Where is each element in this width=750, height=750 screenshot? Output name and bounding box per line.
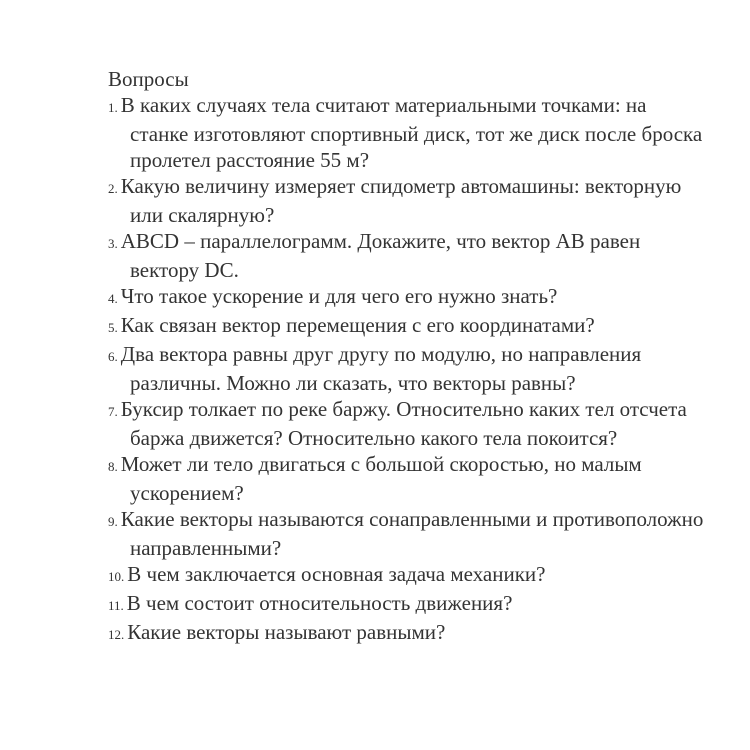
question-number: 6. — [108, 349, 118, 364]
question-item — [108, 396, 708, 451]
question-number: 10. — [108, 569, 125, 584]
question-item — [108, 619, 708, 648]
question-item — [108, 312, 708, 341]
question-text: Какую величину измеряет спидометр автомашины: векторную или скалярную? — [120, 174, 682, 227]
question-number: 11. — [108, 598, 124, 613]
question-text: Буксир толкает по реке баржу. Относительно каких тел отсчета баржа движется? Относительно какого тела покоится? — [120, 397, 687, 450]
question-number: 12. — [108, 627, 125, 642]
question-list — [108, 92, 708, 648]
question-text: В каких случаях тела считают материальными точками: на станке изготовляют спортивный диск, тот же диск после броска пролетел расстояние 55 м? — [120, 93, 703, 172]
question-text: Может ли тело двигаться с большой скоростью, но малым ускорением? — [120, 452, 642, 505]
question-number: 5. — [108, 320, 118, 335]
question-text: В чем состоит относительность движения? — [126, 591, 513, 615]
question-number: 2. — [108, 181, 118, 196]
question-item — [108, 341, 708, 396]
question-text: В чем заключается основная задача механики? — [127, 562, 546, 586]
question-text: Два вектора равны друг другу по модулю, но направления различны. Можно ли сказать, что векторы равны? — [120, 342, 642, 395]
question-item — [108, 561, 708, 590]
question-item — [108, 92, 708, 173]
question-text: Как связан вектор перемещения с его координатами? — [120, 313, 595, 337]
question-text: Какие векторы называют равными? — [127, 620, 446, 644]
question-item — [108, 590, 708, 619]
question-number: 7. — [108, 404, 118, 419]
question-item — [108, 506, 708, 561]
question-number: 3. — [108, 236, 118, 251]
question-number: 1. — [108, 100, 118, 115]
question-text: Какие векторы называются сонаправленными и противоположно направленными? — [120, 507, 704, 560]
document-title: Вопросы — [108, 67, 189, 91]
document — [108, 66, 708, 648]
question-number: 4. — [108, 291, 118, 306]
question-text: Что такое ускорение и для чего его нужно знать? — [120, 284, 558, 308]
question-item — [108, 228, 708, 283]
question-text: ABCD – параллелограмм. Докажите, что вектор АВ равен вектору DC. — [120, 229, 641, 282]
question-number: 9. — [108, 514, 118, 529]
question-item — [108, 283, 708, 312]
question-item — [108, 451, 708, 506]
question-item — [108, 173, 708, 228]
question-number: 8. — [108, 459, 118, 474]
